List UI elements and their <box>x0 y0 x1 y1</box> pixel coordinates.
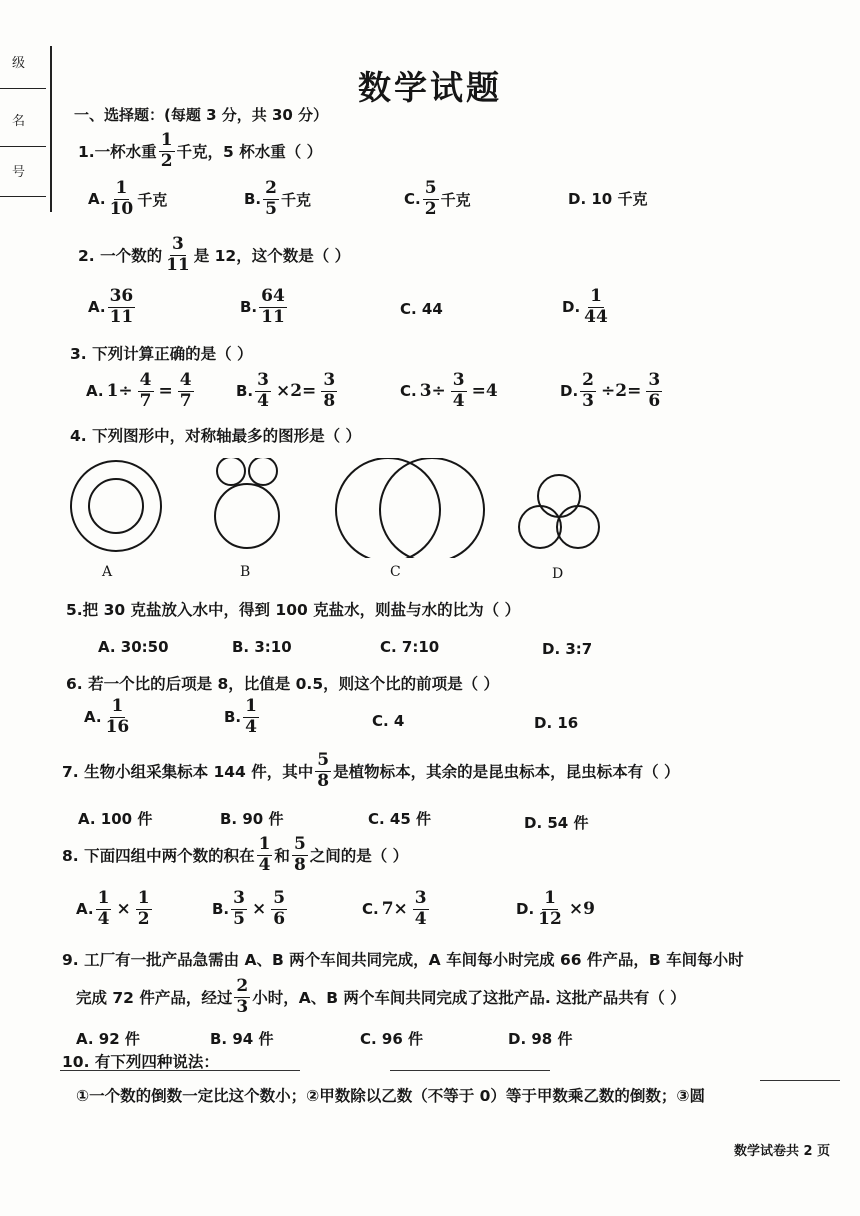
q1-option-a[interactable]: A. $\frac{1}{10}$ 千克 <box>88 178 168 219</box>
q6-option-a[interactable]: A. $\frac{1}{16}$ <box>84 696 130 737</box>
class-label: 级 <box>12 56 26 71</box>
figure-d-trefoil-circles <box>519 475 599 548</box>
q5-option-d[interactable]: D. 3:7 <box>542 640 593 658</box>
q7-option-a[interactable]: A. 100 件 <box>78 810 153 828</box>
figure-a-concentric-circles <box>71 461 161 551</box>
q9-option-d[interactable]: D. 98 件 <box>508 1030 573 1048</box>
q4-option-c-label[interactable]: C <box>390 564 401 580</box>
q5-option-a[interactable]: A. 30:50 <box>98 638 169 656</box>
q8-option-c[interactable]: C. 7× $\frac{3}{4}$ <box>362 888 427 929</box>
question-9-line-1: 9. 工厂有一批产品急需由 A、B 两个车间共同完成，A 车间每小时完成 66 件产品，B 车间每小时 <box>62 951 744 969</box>
q7-option-b[interactable]: B. 90 件 <box>220 810 284 828</box>
question-8: 8. 下面四组中两个数的积在 $\frac{1}{4}$ 和 $\frac{5}{8}$ 之间的是（ ） <box>62 834 409 875</box>
q2-option-d[interactable]: D. $\frac{1}{44}$ <box>562 286 608 327</box>
q2-option-b[interactable]: B. $\frac{64}{11}$ <box>240 286 285 327</box>
question-10-statements: ①一个数的倒数一定比这个数小；②甲数除以乙数（不等于 0）等于甲数乘乙数的倒数；③圆 <box>76 1087 706 1105</box>
q8-option-d[interactable]: D. $\frac{1}{12}$ ×9 <box>516 888 595 929</box>
q6-option-b[interactable]: B. $\frac{1}{4}$ <box>224 696 257 737</box>
q4-figures <box>60 458 620 558</box>
binding-line <box>0 146 46 147</box>
q7-option-c[interactable]: C. 45 件 <box>368 810 432 828</box>
q5-option-c[interactable]: C. 7:10 <box>380 638 440 656</box>
q7-option-d[interactable]: D. 54 件 <box>524 814 589 832</box>
q1-option-c[interactable]: C. $\frac{5}{2}$ 千克 <box>404 178 471 219</box>
q3-option-b[interactable]: B. $\frac{3}{4}$ ×2= $\frac{3}{8}$ <box>236 370 336 411</box>
question-7: 7. 生物小组采集标本 144 件，其中 $\frac{5}{8}$ 是植物标本，其余的是昆虫标本，昆虫标本有（ ） <box>62 750 680 791</box>
question-9-line-2: 完成 72 件产品，经过 $\frac{2}{3}$ 小时，A、B 两个车间共同完成了这批产品. 这批产品共有（ ） <box>76 976 686 1017</box>
question-5: 5.把 30 克盐放入水中，得到 100 克盐水，则盐与水的比为（ ） <box>66 601 521 619</box>
q9-option-b[interactable]: B. 94 件 <box>210 1030 274 1048</box>
q3-option-d[interactable]: D. $\frac{2}{3}$ ÷2= $\frac{3}{6}$ <box>560 370 661 411</box>
page-title: 数学试题 <box>358 68 502 107</box>
q4-option-d-label[interactable]: D <box>552 566 564 582</box>
q3-option-c[interactable]: C. 3÷ $\frac{3}{4}$ =4 <box>400 370 498 411</box>
q5-option-b[interactable]: B. 3:10 <box>232 638 292 656</box>
q1-option-b[interactable]: B. $\frac{2}{5}$ 千克 <box>244 178 311 219</box>
figure-c-overlapping-circles <box>336 458 484 558</box>
question-1: 1.一杯水重 $\frac{1}{2}$ 千克，5 杯水重（ ） <box>78 130 323 171</box>
question-4: 4. 下列图形中，对称轴最多的图形是（ ） <box>70 427 361 445</box>
q4-option-b-label[interactable]: B <box>240 564 251 580</box>
divider-line <box>760 1080 840 1081</box>
figure-b-three-circles <box>215 458 279 548</box>
q4-option-a-label[interactable]: A <box>102 564 113 580</box>
q3-option-a[interactable]: A. 1÷ $\frac{4}{7}$ = $\frac{4}{7}$ <box>86 370 192 411</box>
question-6: 6. 若一个比的后项是 8，比值是 0.5，则这个比的前项是（ ） <box>66 675 500 693</box>
question-3: 3. 下列计算正确的是（ ） <box>70 345 253 363</box>
name-label: 名 <box>12 114 26 129</box>
q6-option-c[interactable]: C. 4 <box>372 712 405 730</box>
q8-option-a[interactable]: A. $\frac{1}{4}$ × $\frac{1}{2}$ <box>76 888 150 929</box>
question-10: 10. 有下列四种说法： <box>62 1053 219 1071</box>
divider-line <box>390 1070 550 1071</box>
q2-option-a[interactable]: A. $\frac{36}{11}$ <box>88 286 134 327</box>
q6-option-d[interactable]: D. 16 <box>534 714 579 732</box>
q9-option-a[interactable]: A. 92 件 <box>76 1030 140 1048</box>
section-heading: 一、选择题：(每题 3 分，共 30 分） <box>74 106 329 124</box>
number-label: 号 <box>12 165 26 180</box>
q8-option-b[interactable]: B. $\frac{3}{5}$ × $\frac{5}{6}$ <box>212 888 286 929</box>
fraction: $\frac{1}{2}$ <box>160 130 173 171</box>
page-footer: 数学试卷共 2 页 <box>734 1144 831 1159</box>
divider-line <box>60 1070 300 1071</box>
q1-option-d[interactable]: D. 10 千克 <box>568 190 648 208</box>
question-2: 2. 一个数的 $\frac{3}{11}$ 是 12，这个数是（ ） <box>78 234 351 275</box>
q9-option-c[interactable]: C. 96 件 <box>360 1030 424 1048</box>
binding-line <box>0 196 46 197</box>
q2-option-c[interactable]: C. 44 <box>400 300 443 318</box>
